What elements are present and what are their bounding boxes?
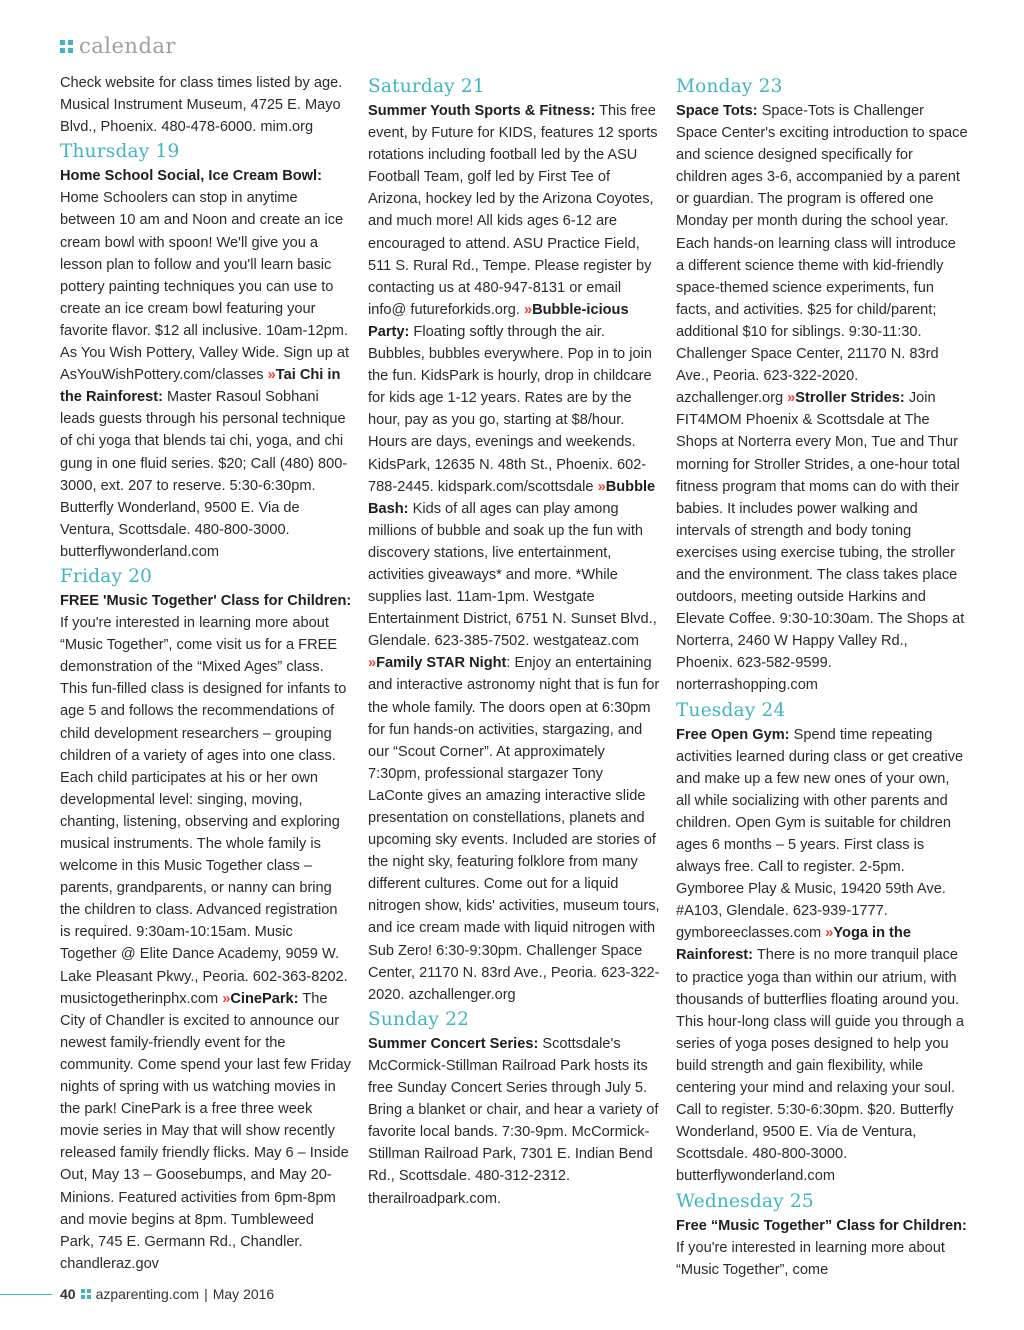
event-title: Bubble-icious Party:	[368, 301, 629, 340]
event-body: Join FIT4MOM Phoenix & Scottsdale at The Shops at Norterra every Mon, Tue and Thur morning for Stroller Strides, a one-hour total fitness program that moms can do with their babies. It includes power walking and intervals of strength and body toning exercises using exercise tubing, the stroller and the environment. The class takes place outdoors, meeting outside Harkins and Elevate Coffee. 9:30-10:30am. The Shops at Norterra, 2460 W Happy Valley Rd., Phoenix. 623-582-9599. norterrashopping.com	[676, 390, 965, 694]
event-body: If you're interested in learning more about “Music Together”, come visit us for a FREE demonstration of the “Mixed Ages” class. This fun-filled class is designed for infants to age 5 and follows the recommendations of child development researchers – grouping children of a variety of ages into one class. Each child participates at his or her own developmental level: singing, moving, chanting, listening, observing and exploring musical instruments. The whole family is welcome in this Music Together class – parents, grandparents, or nanny can bring the children to class. Advanced registration is required. 9:30am-10:15am. Music Together @ Elite Dance Academy, 9059 W. Lake Pleasant Pkwy., Peoria. 602-363-8202. musictogetherinphx.com	[60, 615, 348, 1007]
event-title: Free “Music Together” Class for Children:	[676, 1217, 967, 1234]
event-title: CinePark:	[230, 990, 299, 1007]
event-paragraph	[368, 1033, 660, 1210]
column-2	[368, 72, 660, 1210]
event-title: Bubble Bash:	[368, 478, 656, 517]
day-heading-monday: Monday 23	[676, 76, 783, 97]
event-body: Spend time repeating activities learned during class or get creative and make up a few new ones of your own, all while socializing with other parents and children. Open Gym is suitable for children ages 6 months – 5 years. First class is always free. Call to register. 2-5pm. Gymboree Play & Music, 19420 59th Ave. #A103, Glendale. 623-939-1777. gymboreeclasses.com	[676, 726, 964, 942]
event-title: Tai Chi in the Rainforest:	[60, 367, 341, 406]
event-body: Home Schoolers can stop in anytime between 10 am and Noon and create an ice cream bowl with spoon! We'll give you a lesson plan to follow and you'll learn basic pottery painting techniques you can use to create an ice cream bowl featuring your favorite flavor. $12 all inclusive. 10am-12pm. As You Wish Pottery, Valley Wide. Sign up at AsYouWishPottery.com/classes	[60, 190, 350, 384]
event-body: Floating softly through the air. Bubbles, bubbles everywhere. Pop in to join the fun. KidsPark is hourly, drop in childcare for kids age 1-12 years. Rates are by the hour, pay as you go, starting at $8/hour. Hours are days, evenings and weekends. KidsPark, 12635 N. 48th St., Phoenix. 602-788-2445. kidspark.com/scottsdale	[368, 323, 652, 495]
footer-divider: |	[204, 1286, 208, 1302]
day-heading-tuesday: Tuesday 24	[676, 699, 786, 721]
event-body: Scottsdale's McCormick-Stillman Railroad Park hosts its free Sunday Concert Series through July 5. Bring a blanket or chair, and hear a variety of favorite local bands. 7:30-9pm. McCormick-Stillman Railroad Park, 7301 E. Indian Bend Rd., Scottsdale. 480-312-2312. therailroadpark.com.	[368, 1035, 659, 1207]
event-body: Kids of all ages can play among millions of bubble and soak up the fun with discovery stations, live entertainment, activities giveaways* and more. *While supplies last. 11am-1pm. Westgate Entertainment District, 6751 N. Sunset Blvd., Glendale. 623-385-7502. westgateaz.com	[368, 500, 657, 650]
grid-dots-icon	[60, 40, 73, 53]
event-paragraph	[368, 100, 660, 1006]
separator-arrow: »	[523, 301, 533, 318]
event-title: Summer Concert Series:	[368, 1035, 539, 1052]
column-1	[60, 72, 352, 1275]
event-paragraph	[676, 1215, 968, 1281]
event-body: There is no more tranquil place to practice yoga than within our atrium, with thousands of butterflies floating around you. This hour-long class will guide you through a series of yoga poses designed to help you build strength and gain flexibility, while centering your mind and relaxing your soul. Call to register. 5:30-6:30pm. $20. Butterfly Wonderland, 9500 E. Via de Ventura, Scottsdale. 480-800-3000. butterflywonderland.com	[676, 947, 964, 1185]
event-title: FREE 'Music Together' Class for Children:	[60, 592, 352, 609]
event-paragraph	[676, 724, 968, 1188]
event-body: If you're interested in learning more about “Music Together”, come	[676, 1239, 945, 1278]
event-title: Summer Youth Sports & Fitness:	[368, 103, 596, 119]
day-heading-saturday: Saturday 21	[368, 76, 485, 97]
section-title: calendar	[79, 34, 176, 58]
page-footer	[0, 1286, 400, 1302]
column-3	[676, 72, 968, 1281]
day-heading-wednesday: Wednesday 25	[676, 1190, 814, 1212]
day-heading-thursday: Thursday 19	[60, 141, 180, 163]
intro-text: Check website for class times listed by age. Musical Instrument Museum, 4725 E. Mayo Blvd., Phoenix. 480-478-6000. mim.org	[60, 75, 343, 136]
event-body: The City of Chandler is excited to announce our newest family-friendly event for the community. Come spend your last few Friday nights of spring with us watching movies in the park! CinePark is a free three week movie series in May that will show recently released family friendly flicks. May 6 – Inside Out, May 13 – Goosebumps, and May 20- Minions. Featured activities from 6pm-8pm and movie begins at 8pm. Tumbleweed Park, 745 E. Germann Rd., Chandler. chandleraz.gov	[60, 990, 351, 1272]
separator-arrow: »	[222, 990, 231, 1007]
separator-arrow: »	[368, 655, 377, 672]
section-header	[60, 34, 176, 58]
event-body: Master Rasoul Sobhani leads guests through his personal technique of chi yoga that blends tai chi, yoga, and chi gung in one fluid series. $20; Call (480) 800-3000, ext. 207 to reserve. 5:30-6:30pm. Butterfly Wonderland, 9500 E. Via de Ventura, Scottsdale. 480-800-3000. butterflywonderland.com	[60, 389, 348, 560]
page-number: 40	[60, 1286, 76, 1302]
footer-issue: May 2016	[212, 1286, 275, 1302]
event-title: Yoga in the Rainforest:	[676, 925, 911, 964]
event-title: Free Open Gym:	[676, 726, 790, 743]
event-paragraph	[676, 100, 968, 697]
separator-arrow: »	[267, 367, 276, 384]
day-heading-friday: Friday 20	[60, 565, 153, 587]
event-paragraph	[60, 590, 352, 1275]
event-body: This free event, by Future for KIDS, features 12 sports rotations including football led by the ASU Football Team, golf led by First Tee of Arizona, hockey led by the Arizona Coyotes, and much more! All kids ages 6-12 are encouraged to attend. ASU Practice Field, 511 S. Rural Rd., Tempe. Please register by contacting us at 480-947-8131 or email info@ futureforkids.org.	[368, 103, 658, 318]
event-paragraph	[60, 165, 352, 563]
footer-site: azparenting.com	[95, 1286, 200, 1302]
event-body: : Enjoy an entertaining and interactive astronomy night that is fun for the whole family. The doors open at 6:30pm for fun hands-on activities, stargazing, and our “Scout Corner”. At approximately 7:30pm, professional stargazer Tony LaConte gives an amazing interactive slide presentation on constellations, planets and upcoming sky events. Included are stories of the night sky, featuring folklore from many different cultures. Come out for a liquid nitrogen show, kids' activities, museum tours, and ice cream made with liquid nitrogen with Sub Zero! 6:30-9:30pm. Challenger Space Center, 21170 N. 83rd Ave., Peoria. 623-322-2020. azchallenger.org	[368, 655, 660, 1003]
event-title: Stroller Strides:	[795, 390, 905, 407]
event-title: Space Tots:	[676, 103, 758, 119]
separator-arrow: »	[597, 478, 606, 495]
day-heading-sunday: Sunday 22	[368, 1008, 470, 1030]
grid-dots-icon	[81, 1289, 91, 1299]
event-title: Family STAR Night	[376, 655, 507, 672]
footer-rule	[0, 1294, 52, 1295]
event-title: Home School Social, Ice Cream Bowl:	[60, 168, 322, 185]
separator-arrow: »	[825, 925, 834, 942]
separator-arrow: »	[787, 390, 796, 407]
event-body: Space-Tots is Challenger Space Center's exciting introduction to space and science designed specifically for children ages 3-6, accompanied by a parent or guardian. The program is offered one Monday per month during the school year. Each hands-on learning class will introduce a different science theme with kid-friendly space-themed science experiments, fun facts, and activities. $25 for child/parent; additional $10 for siblings. 9:30-11:30. Challenger Space Center, 21170 N. 83rd Ave., Peoria. 623-322-2020. azchallenger.org	[676, 103, 968, 407]
